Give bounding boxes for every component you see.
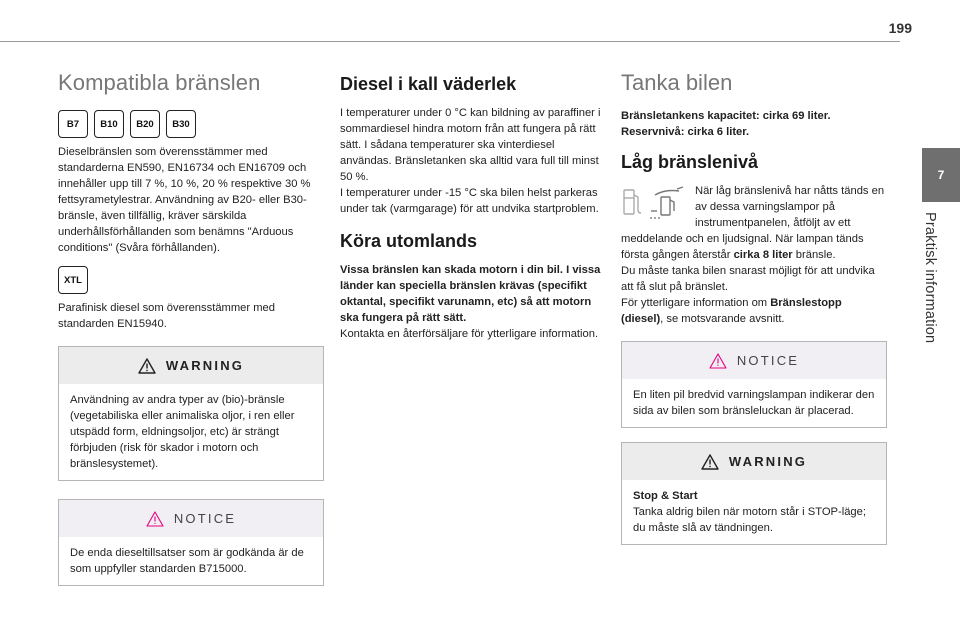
low-fuel-text-a: När låg bränslenivå har nåtts tänds en av dessa varningslampor på instrumentpanelen, åtföljt av ett meddelande och en ljudsignal. När lampan tänds första gången återstår [621, 185, 885, 261]
warning-header-refuel [622, 443, 886, 480]
warning-heading-stop-start: Stop & Start [633, 490, 698, 502]
low-fuel-paragraph-wrap [621, 183, 887, 263]
column-compatible-fuels [58, 70, 324, 586]
fuel-badge-xtl: XTL [58, 266, 88, 294]
notice-text-refuel: En liten pil bredvid varningslampan indikerar den sida av bilen som bränsleluckan är placerad. [633, 389, 875, 417]
paragraph-diesel-standards: Dieselbränslen som överensstämmer med standarderna EN590, EN16734 och EN16709 och innehåller upp till 7 %, 10 %, 20 % respektive 30 % fettsyrametylestrar. Användning av B20- eller B30-bränsle, även tillfällig, kräver särskilda underhållsförhållanden som benämns "Arduous conditions" (Svåra förhållanden). [58, 146, 311, 254]
column-refuel [621, 70, 887, 545]
notice-box-refuel [621, 341, 887, 428]
warning-title-refuel: WARNING [728, 454, 808, 469]
section-title-abroad: Köra utomlands [340, 231, 478, 251]
tank-capacity: Bränsletankens kapacitet: cirka 69 liter. [621, 110, 831, 122]
fuel-badge-row-xtl [58, 266, 324, 294]
paragraph-refuel-soon: Du måste tanka bilen snarast möjligt för att undvika att få slut på bränslet. [621, 265, 875, 293]
page-number: 199 [888, 20, 912, 36]
section-title-refuel: Tanka bilen [621, 70, 733, 95]
paragraph-abroad-bold: Vissa bränslen kan skada motorn i din bil. I vissa länder kan speciella bränslen krävas (specifikt oktantal, specifikt varunamn, etc) så att motorn ska fungera på rätt sätt. [340, 264, 601, 324]
section-title-compatible-fuels: Kompatibla bränslen [58, 70, 261, 95]
notice-triangle-icon [146, 511, 164, 527]
fuel-badge-b7: B7 [58, 110, 88, 138]
notice-triangle-icon [709, 353, 727, 369]
low-fuel-text-litres: cirka 8 liter [733, 249, 793, 261]
more-info-text-a: För ytterligare information om [621, 297, 771, 309]
notice-title-refuel: NOTICE [736, 353, 800, 368]
chapter-label: Praktisk information [922, 212, 938, 344]
fuel-badge-b30: B30 [166, 110, 196, 138]
warning-header [59, 347, 323, 384]
warning-box [58, 346, 324, 481]
fuel-badge-b20: B20 [130, 110, 160, 138]
warning-box-refuel [621, 442, 887, 545]
warning-text-refuel: Tanka aldrig bilen när motorn står i STOP-läge; du måste slå av tändningen. [633, 506, 866, 534]
fuel-badge-b10: B10 [94, 110, 124, 138]
more-info-text-c: , se motsvarande avsnitt. [660, 313, 785, 325]
notice-header [59, 500, 323, 537]
paragraph-abroad-contact: Kontakta en återförsäljare för ytterligare information. [340, 328, 599, 340]
paragraph-more-info [621, 295, 887, 327]
section-title-low-fuel: Låg bränslenivå [621, 152, 759, 172]
section-title-cold-weather: Diesel i kall väderlek [340, 74, 517, 94]
paragraph-cold-1: I temperaturer under 0 °C kan bildning av paraffiner i sommardiesel hindra motorn från att fungera på rätt sätt. I sådana temperaturer ska vinterdiesel användas. Bränsletanken ska alltid vara full till minst 50 %. [340, 107, 601, 183]
header-divider [0, 41, 900, 42]
fuel-badge-row [58, 110, 324, 138]
column-cold-weather [340, 70, 606, 342]
chapter-tab[interactable]: 7 [922, 148, 960, 202]
warning-text: Användning av andra typer av (bio)-bränsle (vegetabiliska eller animaliska oljor, i ren eller utspädd form, eldningsoljor, etc) är strängt förbjuden (risk för skador i motorn och bränslesystemet). [70, 394, 295, 470]
warning-triangle-icon [701, 454, 719, 470]
paragraph-paraffinic: Parafinisk diesel som överensstämmer med standarden EN15940. [58, 302, 275, 330]
more-info-link-fuel-stop: Bränslestopp (diesel) [621, 297, 842, 325]
fuel-warning-lamp-icon [621, 185, 689, 221]
paragraph-cold-2: I temperaturer under -15 °C ska bilen helst parkeras under tak (varmgarage) för att undvika startproblem. [340, 187, 599, 215]
notice-title: NOTICE [173, 511, 237, 526]
notice-box [58, 499, 324, 586]
reserve-level: Reservnivå: cirka 6 liter. [621, 126, 750, 138]
warning-triangle-icon [138, 358, 156, 374]
notice-text: De enda dieseltillsatser som är godkända är de som uppfyller standarden B715000. [70, 547, 304, 575]
warning-title: WARNING [165, 358, 245, 373]
notice-header-refuel [622, 342, 886, 379]
low-fuel-text-c: bränsle. [792, 249, 836, 261]
